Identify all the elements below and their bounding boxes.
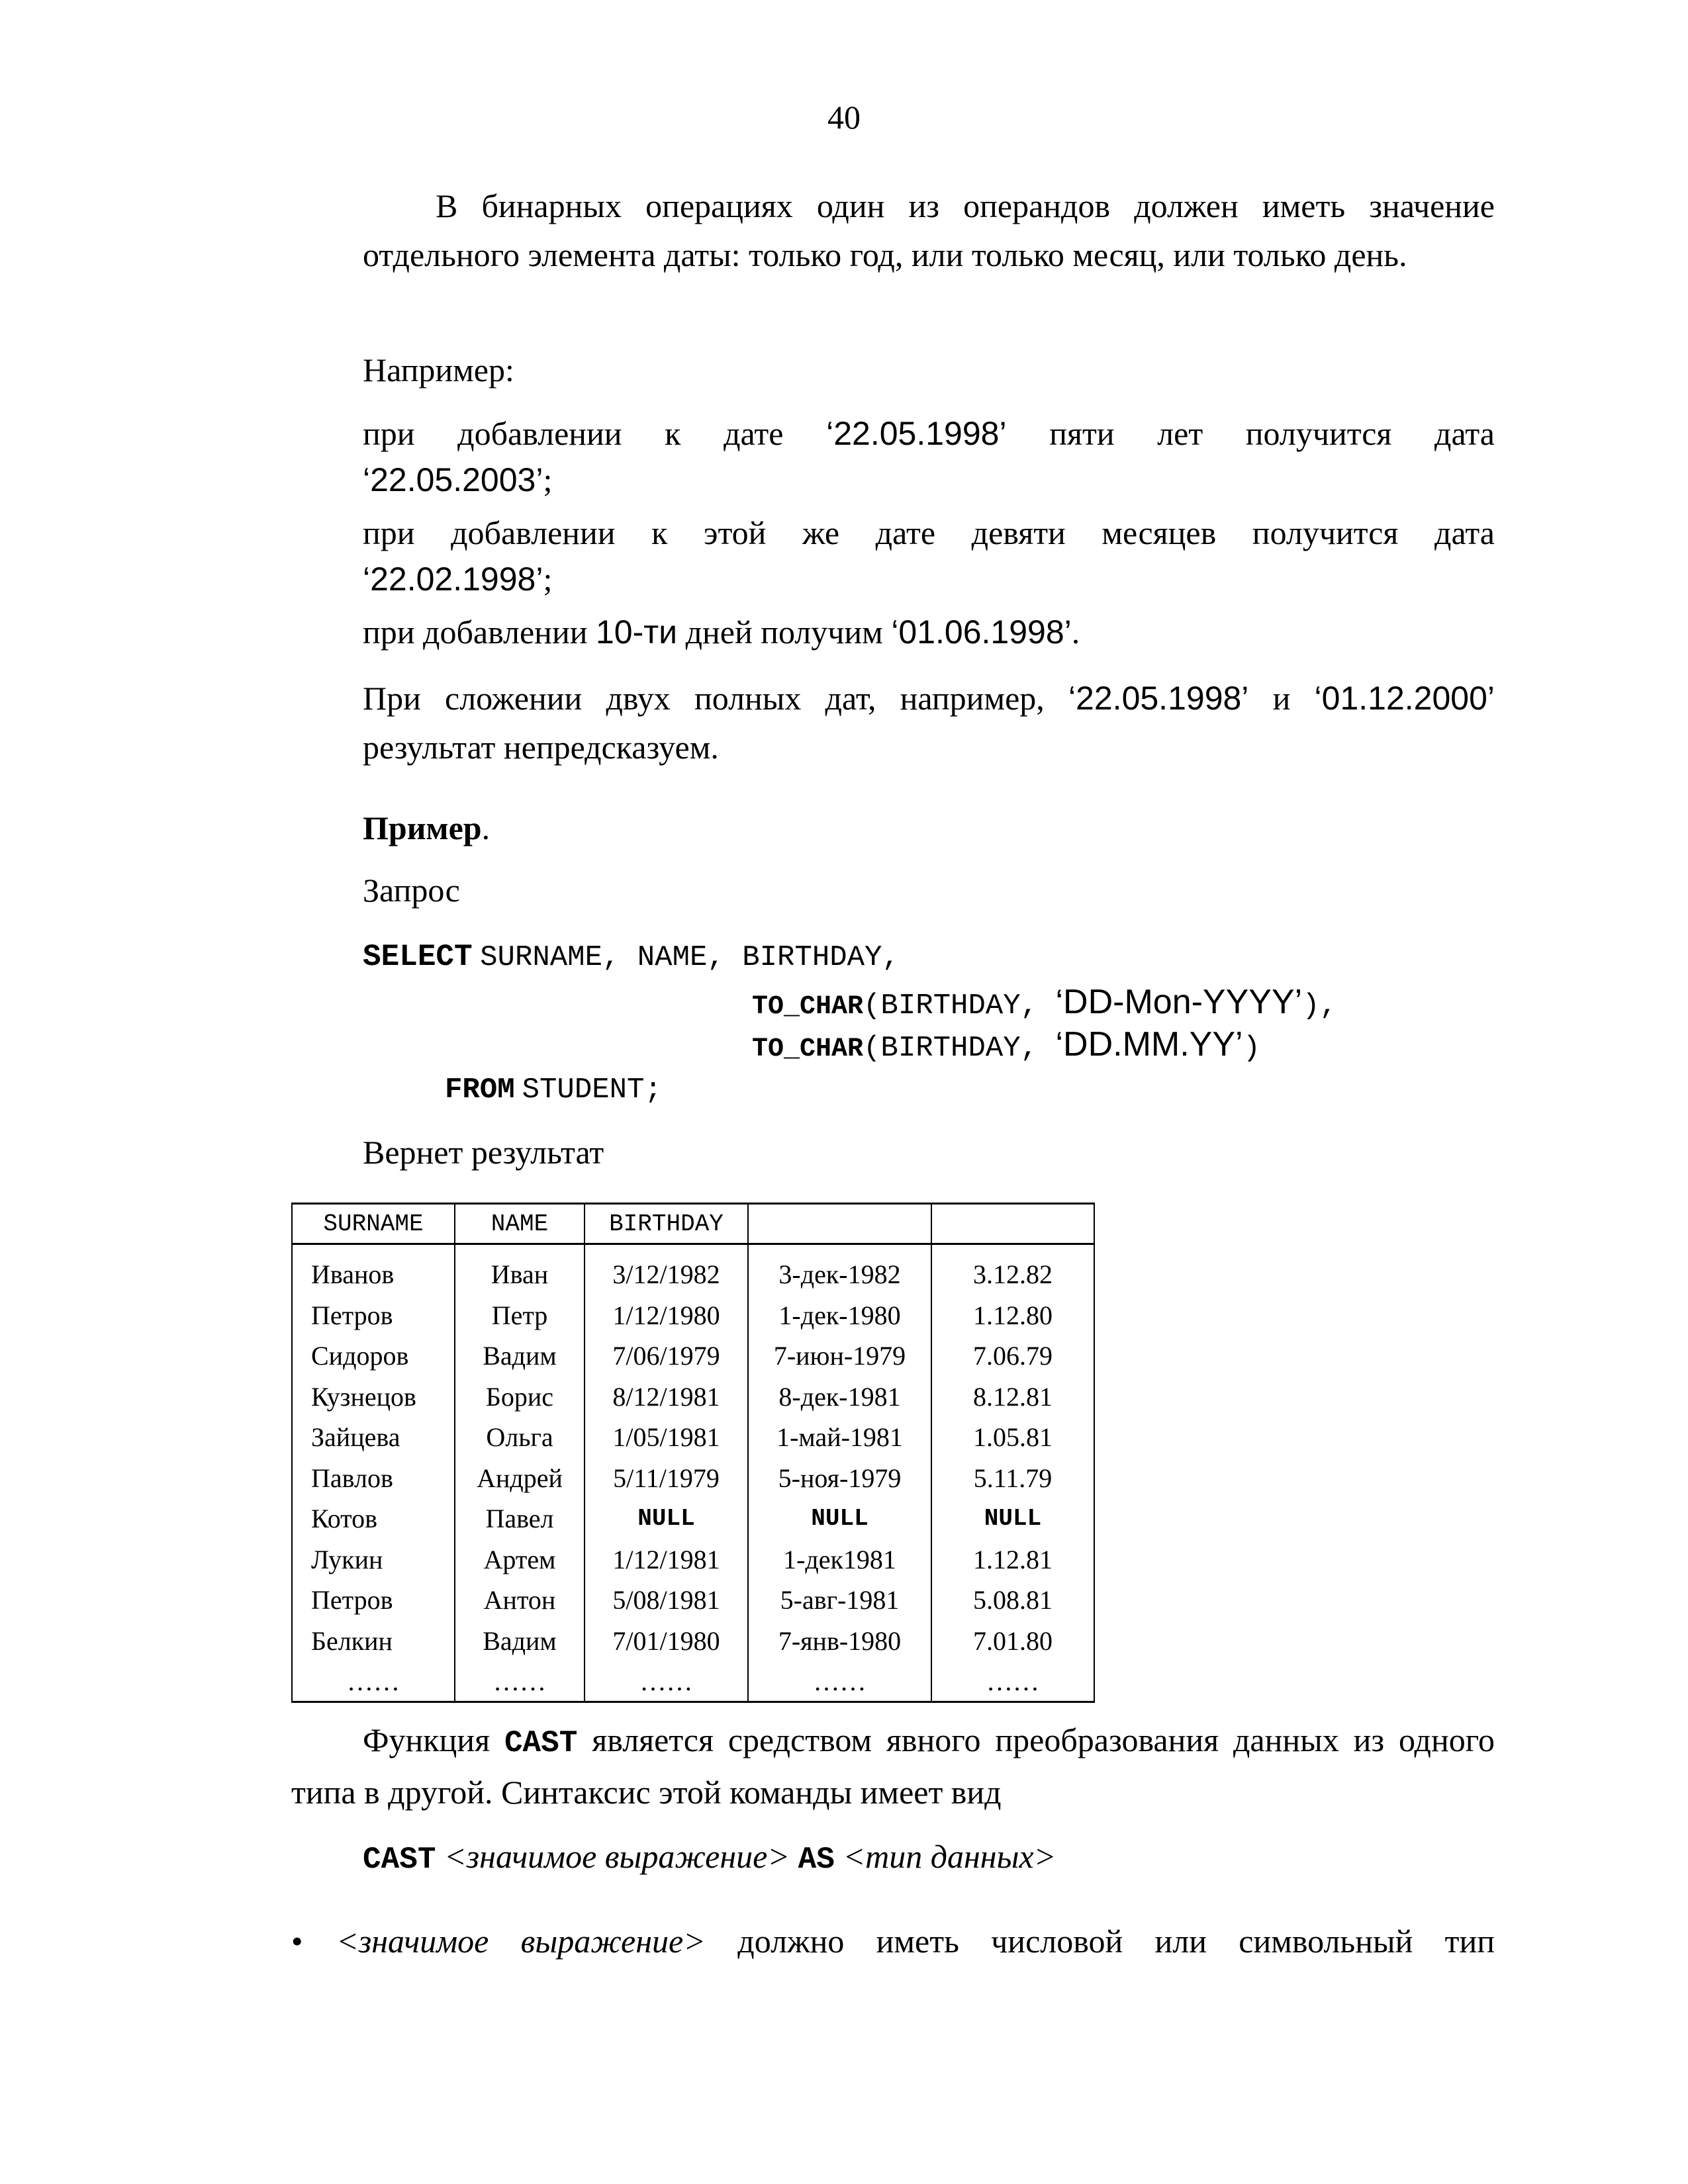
sql-to-char-line-2: TO_CHAR(BIRTHDAY, ‘DD.MM.YY’) [752, 1025, 1260, 1065]
table-row: Иванов Иван 3/12/1982 3-дек-1982 3.12.82 [292, 1244, 1094, 1295]
table-row: Зайцева Ольга 1/05/1981 1-май-1981 1.05.81 [292, 1417, 1094, 1458]
table-row: Котов Павел NULL NULL NULL [292, 1498, 1094, 1539]
example-intro: Например: [363, 351, 514, 388]
page-number: 40 [827, 99, 861, 136]
paragraph-cast: Функция CAST является средством явного преобразования данных из одного типа в другой. Синтаксис этой команды имеет вид [291, 1721, 1495, 1811]
result-label: Вернет результат [363, 1134, 604, 1171]
paragraph-full-dates-end: результат непредсказуем. [363, 729, 719, 766]
bullet-item: <значимое выражение> должно иметь числовой или символьный тип [336, 1923, 1495, 1960]
table-row: Белкин Вадим 7/01/1980 7-янв-1980 7.01.80 [292, 1621, 1094, 1662]
sql-from-line: FROM STUDENT; [445, 1073, 662, 1107]
cast-keyword: CAST [504, 1726, 578, 1760]
paragraph-binary-operations: В бинарных операциях один из операндов должен иметь значение отдельного элемента даты: только год, или только месяц, или только день. [363, 187, 1495, 273]
table-header-cell [748, 1204, 931, 1244]
table-header-cell: BIRTHDAY [585, 1204, 748, 1244]
table-header-row [292, 1204, 1094, 1244]
bullet-icon: • [291, 1923, 303, 1960]
table-row: Павлов Андрей 5/11/1979 5-ноя-1979 5.11.79 [292, 1458, 1094, 1499]
example-line-1: при добавлении к дате ‘22.05.1998’ пяти лет получится дата [363, 415, 1495, 452]
table-row: Петров Петр 1/12/1980 1-дек-1980 1.12.80 [292, 1295, 1094, 1336]
table-row: Лукин Артем 1/12/1981 1-дек1981 1.12.81 [292, 1539, 1094, 1580]
table-header-cell [931, 1204, 1094, 1244]
example-line-2: при добавлении к этой же дате девяти месяцев получится дата [363, 514, 1495, 551]
table-header-cell: SURNAME [292, 1204, 455, 1244]
sql-to-char-line-1: TO_CHAR(BIRTHDAY, ‘DD-Mon-YYYY’), [752, 983, 1338, 1023]
table-row: Петров Антон 5/08/1981 5-авг-1981 5.08.81 [292, 1580, 1094, 1621]
example-line-3: при добавлении 10-ти дней получим ‘01.06.1998’. [363, 614, 1080, 651]
table-header-cell: NAME [455, 1204, 585, 1244]
sql-select-line: SELECT SURNAME, NAME, BIRTHDAY, [363, 940, 900, 974]
table-row: Сидоров Вадим 7/06/1979 7-июн-1979 7.06.79 [292, 1336, 1094, 1377]
date-literal: ‘22.05.1998’ [826, 415, 1007, 452]
result-table [291, 1203, 1095, 1703]
cast-syntax: CAST <значимое выражение> AS <тип данных> [363, 1838, 1056, 1877]
table-row: Кузнецов Борис 8/12/1981 8-дек-1981 8.12.81 [292, 1377, 1094, 1418]
example-line-2-result: ‘22.02.1998’; [363, 561, 553, 598]
sql-keyword-from: FROM [445, 1073, 515, 1107]
sql-keyword-select: SELECT [363, 940, 473, 974]
paragraph-full-dates: При сложении двух полных дат, например, ‘22.05.1998’ и ‘01.12.2000’ [363, 680, 1495, 717]
table-row: …… …… …… …… …… [292, 1661, 1094, 1702]
example-line-1-result: ‘22.05.2003’; [363, 461, 553, 498]
example-heading: Пример. [363, 809, 491, 846]
query-label: Запрос [363, 872, 460, 909]
